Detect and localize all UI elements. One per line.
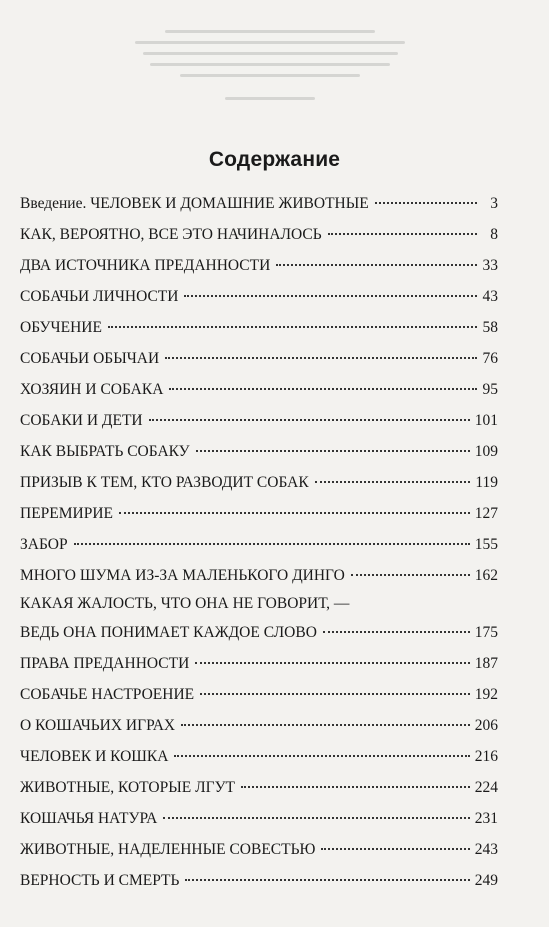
toc-page-number: 216	[474, 748, 498, 765]
toc-entry	[20, 281, 498, 312]
toc-entry-title: ДВА ИСТОЧНИКА ПРЕДАННОСТИ	[20, 257, 271, 274]
toc-page-number: 119	[475, 474, 498, 491]
toc-dot-leader	[276, 264, 477, 266]
toc-entry-title: ПРИЗЫВ К ТЕМ, КТО РАЗВОДИТ СОБАК	[20, 474, 309, 491]
toc-dot-leader	[200, 693, 470, 695]
toc-entry-title: СОБАКИ И ДЕТИ	[20, 412, 143, 429]
toc-dot-leader	[315, 481, 471, 483]
toc-dot-leader	[375, 202, 477, 204]
toc-dot-leader	[181, 724, 470, 726]
toc-entry-title: ВЕДЬ ОНА ПОНИМАЕТ КАЖДОЕ СЛОВО	[20, 624, 317, 641]
toc-entry-title: СОБАЧЬИ ЛИЧНОСТИ	[20, 288, 179, 305]
toc-entry-title: ПЕРЕМИРИЕ	[20, 505, 114, 522]
toc-entry	[20, 250, 498, 281]
toc-entry-title: ЧЕЛОВЕК И КОШКА	[20, 748, 169, 765]
toc-dot-leader	[163, 817, 469, 819]
toc-dot-leader	[323, 631, 470, 633]
toc-page-number: 76	[482, 350, 498, 367]
toc-page-number: 249	[474, 872, 498, 889]
toc-entry-title: СОБАЧЬЕ НАСТРОЕНИЕ	[20, 686, 195, 703]
toc-dot-leader	[74, 543, 470, 545]
toc-dot-leader	[241, 786, 470, 788]
toc-entry	[20, 219, 498, 250]
toc-entry	[20, 467, 498, 498]
toc-entry-title: ВЕРНОСТЬ И СМЕРТЬ	[20, 872, 180, 889]
toc-page-number: 224	[474, 779, 498, 796]
toc-dot-leader	[108, 326, 477, 328]
toc-page-number: 192	[474, 686, 498, 703]
toc-entry-title: СОБАЧЬИ ОБЫЧАИ	[20, 350, 160, 367]
toc-entry	[20, 560, 498, 591]
toc-entry-title: Введение. ЧЕЛОВЕК И ДОМАШНИЕ ЖИВОТНЫЕ	[20, 195, 369, 212]
toc-entry	[20, 834, 498, 865]
toc-entry	[20, 679, 498, 710]
toc-entry-title: КАК, ВЕРОЯТНО, ВСЕ ЭТО НАЧИНАЛОСЬ	[20, 226, 322, 243]
toc-entry	[20, 188, 498, 219]
toc-entry	[20, 405, 498, 436]
toc-entry	[20, 803, 498, 834]
toc-dot-leader	[174, 755, 469, 757]
toc-dot-leader	[165, 357, 477, 359]
toc-entry-title: ЗАБОР	[20, 536, 68, 553]
toc-entry-title: ЖИВОТНЫЕ, КОТОРЫЕ ЛГУТ	[20, 779, 236, 796]
toc-entry	[20, 648, 498, 679]
toc-page-number: 206	[474, 717, 498, 734]
toc-entry	[20, 710, 498, 741]
toc-page-number: 33	[482, 257, 498, 274]
toc-entry	[20, 498, 498, 529]
toc-dot-leader	[119, 512, 470, 514]
toc-entry-title: ХОЗЯИН И СОБАКА	[20, 381, 164, 398]
page-title: Содержание	[208, 148, 341, 171]
toc-page-number: 3	[490, 195, 498, 212]
toc-dot-leader	[185, 879, 469, 881]
toc-entry-title: О КОШАЧЬИХ ИГРАХ	[20, 717, 176, 734]
toc-page-number: 109	[474, 443, 498, 460]
toc-page-number: 8	[490, 226, 498, 243]
toc-entry-title: МНОГО ШУМА ИЗ-ЗА МАЛЕНЬКОГО ДИНГО	[20, 567, 345, 584]
toc-page-number: 127	[474, 505, 498, 522]
bleed-through-text	[120, 22, 420, 142]
toc-entry-first-line	[20, 591, 498, 617]
toc-page-number: 243	[474, 841, 498, 858]
toc-entry	[20, 865, 498, 896]
toc-page-number: 155	[474, 536, 498, 553]
toc-entry-title: КАК ВЫБРАТЬ СОБАКУ	[20, 443, 190, 460]
toc-entry	[20, 374, 498, 405]
toc-page-number: 175	[474, 624, 498, 641]
toc-dot-leader	[184, 295, 477, 297]
toc-page-number: 58	[482, 319, 498, 336]
toc-entry	[20, 312, 498, 343]
toc-entry-title-line1: КАКАЯ ЖАЛОСТЬ, ЧТО ОНА НЕ ГОВОРИТ, —	[20, 595, 350, 612]
toc-dot-leader	[328, 233, 477, 235]
toc-dot-leader	[149, 419, 470, 421]
toc-dot-leader	[351, 574, 470, 576]
toc-entry	[20, 772, 498, 803]
toc-entry-title: ПРАВА ПРЕДАННОСТИ	[20, 655, 190, 672]
table-of-contents	[20, 188, 498, 896]
toc-dot-leader	[169, 388, 477, 390]
toc-entry-title: КОШАЧЬЯ НАТУРА	[20, 810, 158, 827]
toc-page-number: 95	[482, 381, 498, 398]
toc-dot-leader	[321, 848, 469, 850]
toc-entry	[20, 741, 498, 772]
toc-page-number: 162	[474, 567, 498, 584]
toc-page-number: 187	[474, 655, 498, 672]
toc-entry-title: ЖИВОТНЫЕ, НАДЕЛЕННЫЕ СОВЕСТЬЮ	[20, 841, 316, 858]
toc-page-number: 43	[482, 288, 498, 305]
toc-entry	[20, 436, 498, 467]
toc-entry	[20, 617, 498, 648]
toc-entry	[20, 343, 498, 374]
toc-dot-leader	[196, 450, 470, 452]
toc-entry-title: ОБУЧЕНИЕ	[20, 319, 102, 336]
toc-dot-leader	[195, 662, 469, 664]
toc-page-number: 231	[474, 810, 498, 827]
toc-entry	[20, 529, 498, 560]
toc-page-number: 101	[474, 412, 498, 429]
